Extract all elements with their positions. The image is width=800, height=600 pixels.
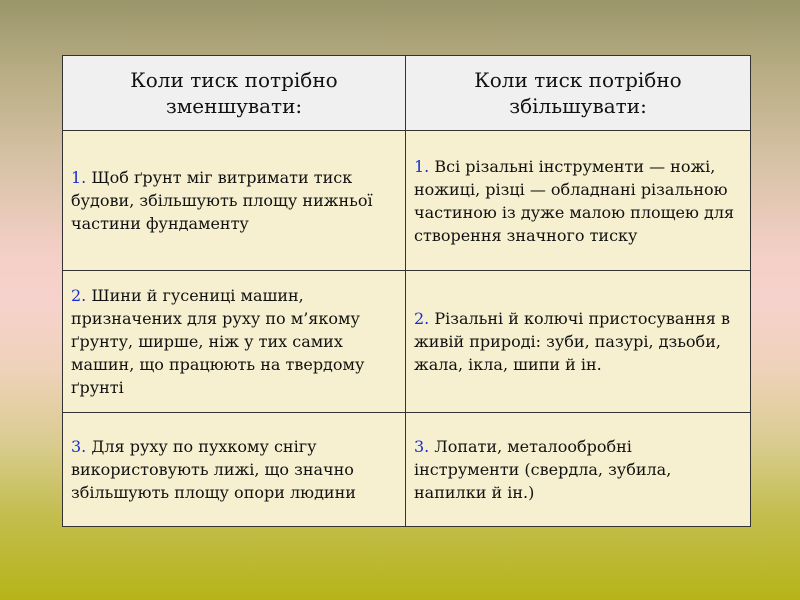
- item-number: 2.: [414, 309, 430, 328]
- table-row: [63, 413, 751, 527]
- pressure-table: [62, 55, 751, 527]
- table-row: [63, 131, 751, 271]
- cell-increase-2: [406, 271, 751, 413]
- item-text: Щоб ґрунт міг витримати тиск будови, збільшують площу нижньої частини фундаменту: [71, 168, 373, 233]
- item-text: Лопати, металообробні інструменти (свердла, зубила, напилки й ін.): [414, 437, 672, 502]
- table-row: [63, 271, 751, 413]
- item-number: 3.: [71, 437, 87, 456]
- item-text: Всі різальні інструменти — ножі, ножиці, різці — обладнані різальною частиною із дуже малою площею для створення значного тиску: [414, 156, 735, 245]
- item-text: Шини й гусениці машин, призначених для руху по м’якому ґрунту, ширше, ніж у тих самих машин, що працюють на твердому ґрунті: [71, 286, 365, 397]
- header-increase-pressure: Коли тиск потрібно збільшувати:: [406, 56, 751, 131]
- cell-increase-3: [406, 413, 751, 527]
- item-number: 1.: [71, 168, 87, 187]
- cell-increase-1: [406, 131, 751, 271]
- cell-decrease-1: [63, 131, 406, 271]
- cell-decrease-2: [63, 271, 406, 413]
- item-text: Для руху по пухкому снігу використовують лижі, що значно збільшують площу опори людини: [71, 437, 356, 502]
- table-header-row: [63, 56, 751, 131]
- item-number: 1.: [414, 156, 430, 176]
- header-decrease-pressure: Коли тиск потрібно зменшувати:: [63, 56, 406, 131]
- item-number: 3.: [414, 437, 430, 456]
- item-text: Різальні й колючі пристосування в живій природі: зуби, пазурі, дзьоби, жала, ікла, шипи й ін.: [414, 309, 730, 374]
- cell-decrease-3: [63, 413, 406, 527]
- item-number: 2.: [71, 286, 87, 305]
